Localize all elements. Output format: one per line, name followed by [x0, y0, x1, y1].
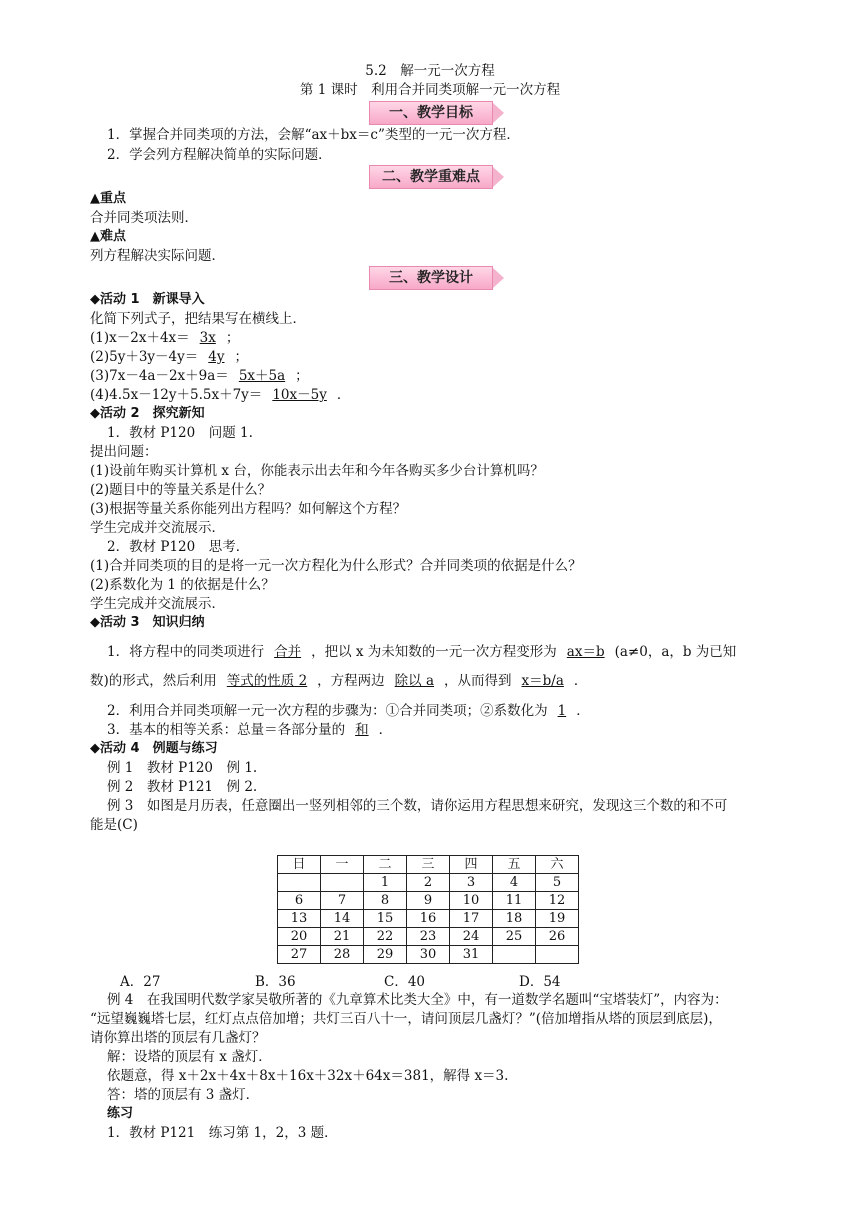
calendar-header-cell: 一 — [321, 856, 364, 874]
activity1-heading: ◆活动 1 新课导入 — [90, 292, 205, 307]
calendar-cell: 27 — [278, 946, 321, 964]
goal-2: 2．学会列方程解决简单的实际问题． — [107, 147, 332, 163]
calendar-cell: 5 — [536, 874, 579, 892]
activity1-item-4: (4)4.5x－12y＋5.5x＋7y＝ 10x－5y ． — [90, 387, 351, 403]
activity2-line-3: (1)设前年购买计算机 x 台，你能表示出去年和今年各购买多少台计算机吗？ — [90, 463, 544, 479]
calendar-header-cell: 四 — [450, 856, 493, 874]
calendar-cell: 2 — [407, 874, 450, 892]
calendar-cell: 13 — [278, 910, 321, 928]
solution-line-2: 依题意，得 x＋2x＋4x＋8x＋16x＋32x＋64x＝381，解得 x＝3. — [107, 1068, 509, 1084]
activity3-line-3: 2．利用合并同类项解一元一次方程的步骤为：①合并同类项；②系数化为 1 ． — [107, 703, 590, 719]
lesson-subtitle: 第 1 课时 利用合并同类项解一元一次方程 — [299, 82, 561, 98]
calendar-cell: 14 — [321, 910, 364, 928]
practice-heading: 练习 — [107, 1106, 134, 1121]
calendar-header-row — [278, 856, 579, 874]
option-a: A．27 — [120, 974, 161, 990]
calendar-cell: 19 — [536, 910, 579, 928]
calendar-cell — [536, 946, 579, 964]
activity2-line-8: (1)合并同类项的目的是将一元一次方程化为什么形式？合并同类项的依据是什么？ — [90, 558, 582, 574]
calendar-cell: 15 — [364, 910, 407, 928]
difficulty-text: 列方程解决实际问题． — [90, 248, 225, 264]
activity1-item-2: (2)5y＋3y－4y＝ 4y ； — [90, 349, 248, 365]
difficulty-heading: ▲难点 — [90, 229, 126, 244]
activity2-line-2: 提出问题： — [90, 444, 158, 460]
example-2: 例 2 教材 P121 例 2. — [107, 779, 258, 795]
calendar-header-cell: 二 — [364, 856, 407, 874]
banner-keypoints: 二、教学重难点 — [369, 165, 493, 189]
calendar-cell: 6 — [278, 892, 321, 910]
key-text: 合并同类项法则． — [90, 210, 198, 226]
calendar-row — [278, 892, 579, 910]
calendar-header-cell: 日 — [278, 856, 321, 874]
example-1: 例 1 教材 P120 例 1. — [107, 760, 258, 776]
activity4-heading: ◆活动 4 例题与练习 — [90, 741, 218, 756]
activity2-line-6: 学生完成并交流展示． — [90, 520, 225, 536]
calendar-header-cell: 六 — [536, 856, 579, 874]
calendar-cell — [278, 874, 321, 892]
calendar-cell: 26 — [536, 928, 579, 946]
activity2-line-7: 2．教材 P120 思考． — [107, 539, 250, 555]
activity3-line-1: 1．将方程中的同类项进行 合并 ，把以 x 为未知数的一元一次方程变形为 ax＝b (a≠0，a，b 为已知 — [107, 644, 737, 660]
calendar-cell — [321, 874, 364, 892]
calendar-cell: 21 — [321, 928, 364, 946]
calendar-cell: 11 — [493, 892, 536, 910]
calendar-row — [278, 910, 579, 928]
calendar-cell: 9 — [407, 892, 450, 910]
calendar-cell: 17 — [450, 910, 493, 928]
calendar-header-cell: 三 — [407, 856, 450, 874]
calendar-cell: 25 — [493, 928, 536, 946]
example-4-line-1: 例 4 在我国明代数学家吴敬所著的《九章算术比类大全》中，有一道数学名题叫“宝塔装灯”，内容为： — [107, 992, 728, 1008]
option-c: C．40 — [384, 974, 426, 990]
activity3-line-4: 3．基本的相等关系：总量＝各部分量的 和 ． — [107, 722, 393, 738]
activity2-line-5: (3)根据等量关系你能列出方程吗？如何解这个方程？ — [90, 501, 407, 517]
calendar-cell: 16 — [407, 910, 450, 928]
practice-item-1: 1．教材 P121 练习第 1，2，3 题． — [107, 1125, 338, 1141]
calendar-cell: 18 — [493, 910, 536, 928]
calendar-row — [278, 874, 579, 892]
calendar-row — [278, 928, 579, 946]
activity2-line-9: (2)系数化为 1 的依据是什么？ — [90, 577, 275, 593]
banner-design: 三、教学设计 — [369, 266, 493, 290]
example-4-line-3: 请你算出塔的顶层有几盏灯？ — [90, 1030, 266, 1046]
activity1-item-3: (3)7x－4a－2x＋9a＝ 5x＋5a ； — [90, 368, 309, 384]
solution-line-3: 答：塔的顶层有 3 盏灯． — [107, 1087, 260, 1103]
activity3-line-2: 数)的形式，然后利用 等式的性质 2 ，方程两边 除以 a ，从而得到 x＝b/a ． — [90, 673, 588, 689]
example-3-line-2: 能是(C) — [90, 817, 138, 833]
calendar-cell: 23 — [407, 928, 450, 946]
calendar-header-cell: 五 — [493, 856, 536, 874]
calendar-cell: 31 — [450, 946, 493, 964]
calendar-cell: 7 — [321, 892, 364, 910]
calendar-cell: 29 — [364, 946, 407, 964]
calendar-cell: 22 — [364, 928, 407, 946]
calendar-cell: 20 — [278, 928, 321, 946]
calendar-row — [278, 946, 579, 964]
calendar-cell: 28 — [321, 946, 364, 964]
key-heading: ▲重点 — [90, 191, 126, 206]
calendar-cell: 24 — [450, 928, 493, 946]
calendar-cell: 30 — [407, 946, 450, 964]
calendar-cell — [493, 946, 536, 964]
activity1-item-1: (1)x－2x＋4x＝ 3x ； — [90, 330, 240, 346]
activity2-line-4: (2)题目中的等量关系是什么？ — [90, 482, 272, 498]
activity1-intro: 化简下列式子，把结果写在横线上． — [90, 311, 306, 327]
option-d: D．54 — [519, 974, 561, 990]
activity3-heading: ◆活动 3 知识归纳 — [90, 615, 205, 630]
example-4-line-2: “远望巍巍塔七层，红灯点点倍加增；共灯三百八十一，请问顶层几盏灯？”(倍加增指从塔的顶层到底层)， — [90, 1011, 722, 1027]
banner-goals: 一、教学目标 — [369, 101, 493, 125]
calendar-cell: 10 — [450, 892, 493, 910]
calendar-table — [277, 855, 579, 964]
activity2-heading: ◆活动 2 探究新知 — [90, 406, 205, 421]
lesson-title: 5.2 解一元一次方程 — [365, 63, 495, 79]
activity2-line-10: 学生完成并交流展示． — [90, 596, 225, 612]
calendar-cell: 8 — [364, 892, 407, 910]
calendar-cell: 12 — [536, 892, 579, 910]
calendar-cell: 1 — [364, 874, 407, 892]
activity2-line-1: 1．教材 P120 问题 1. — [107, 425, 253, 441]
calendar-cell: 4 — [493, 874, 536, 892]
calendar-cell: 3 — [450, 874, 493, 892]
solution-line-1: 解：设塔的顶层有 x 盏灯． — [107, 1049, 272, 1065]
option-b: B．36 — [255, 974, 296, 990]
example-3-line-1: 例 3 如图是月历表，任意圈出一竖列相邻的三个数，请你运用方程思想来研究，发现这三个数的和不可 — [107, 798, 728, 814]
goal-1: 1．掌握合并同类项的方法，会解“ax＋bx＝c”类型的一元一次方程． — [107, 127, 520, 143]
